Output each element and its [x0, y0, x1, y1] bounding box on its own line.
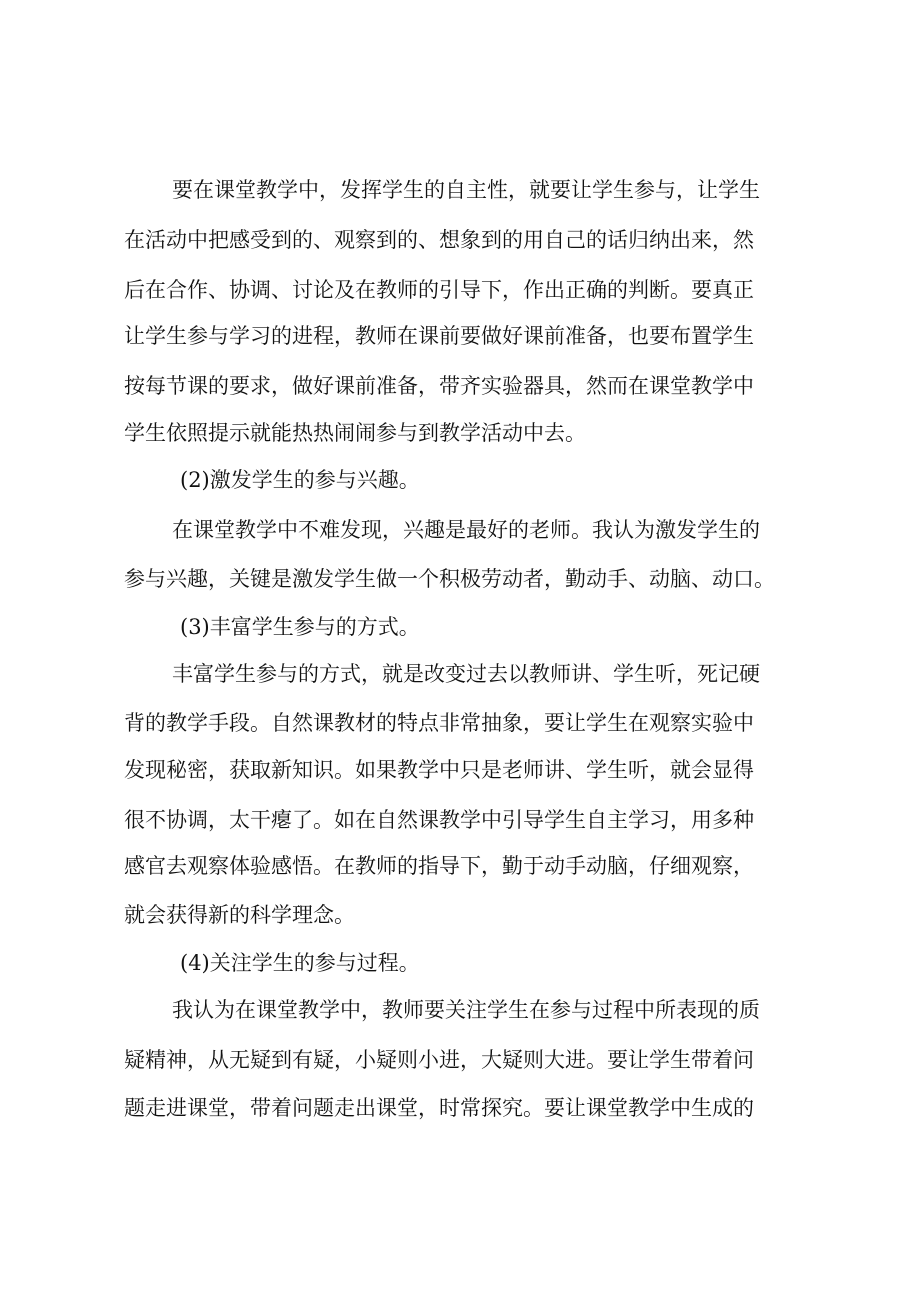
- paragraph-1-line-5: 按每节课的要求，做好课前准备，带齐实验器具，然而在课堂教学中: [124, 374, 754, 398]
- paragraph-1-line-3: 后在合作、协调、讨论及在教师的引导下，作出正确的判断。要真正: [124, 278, 754, 302]
- paragraph-4-line-3: 题走进课堂，带着问题走出课堂，时常探究。要让课堂教学中生成的: [124, 1096, 754, 1120]
- paragraph-4-line-2: 疑精神，从无疑到有疑，小疑则小进，大疑则大进。要让学生带着问: [124, 1048, 754, 1072]
- paragraph-1-line-6: 学生依照提示就能热热闹闹参与到教学活动中去。: [124, 421, 586, 445]
- paragraph-2-line-1: 在课堂教学中不难发现，兴趣是最好的老师。我认为激发学生的: [172, 518, 760, 542]
- paragraph-1-line-1: 要在课堂教学中，发挥学生的自主性，就要让学生参与，让学生: [172, 178, 760, 202]
- paragraph-3-line-4: 很不协调，太干瘪了。如在自然课教学中引导学生自主学习，用多种: [124, 808, 754, 832]
- paragraph-3-line-6: 就会获得新的科学理念。: [124, 903, 355, 927]
- section-heading-4: (4)关注学生的参与过程。: [180, 951, 420, 975]
- paragraph-2-line-2: 参与兴趣，关键是激发学生做一个积极劳动者，勤动手、动脑、动口。: [124, 567, 775, 591]
- paragraph-3-line-3: 发现秘密，获取新知识。如果教学中只是老师讲、学生听，就会显得: [124, 758, 754, 782]
- paragraph-4-line-1: 我认为在课堂教学中，教师要关注学生在参与过程中所表现的质: [172, 998, 760, 1022]
- section-heading-2: (2)激发学生的参与兴趣。: [180, 468, 420, 492]
- paragraph-1-line-4: 让学生参与学习的进程，教师在课前要做好课前准备，也要布置学生: [124, 324, 754, 348]
- paragraph-3-line-1: 丰富学生参与的方式，就是改变过去以教师讲、学生听，死记硬: [172, 662, 760, 686]
- paragraph-3-line-5: 感官去观察体验感悟。在教师的指导下，勤于动手动脑，仔细观察，: [124, 854, 754, 878]
- paragraph-1-line-2: 在活动中把感受到的、观察到的、想象到的用自己的话归纳出来，然: [124, 228, 754, 252]
- section-heading-3: (3)丰富学生参与的方式。: [180, 615, 420, 639]
- paragraph-3-line-2: 背的教学手段。自然课教材的特点非常抽象，要让学生在观察实验中: [124, 711, 754, 735]
